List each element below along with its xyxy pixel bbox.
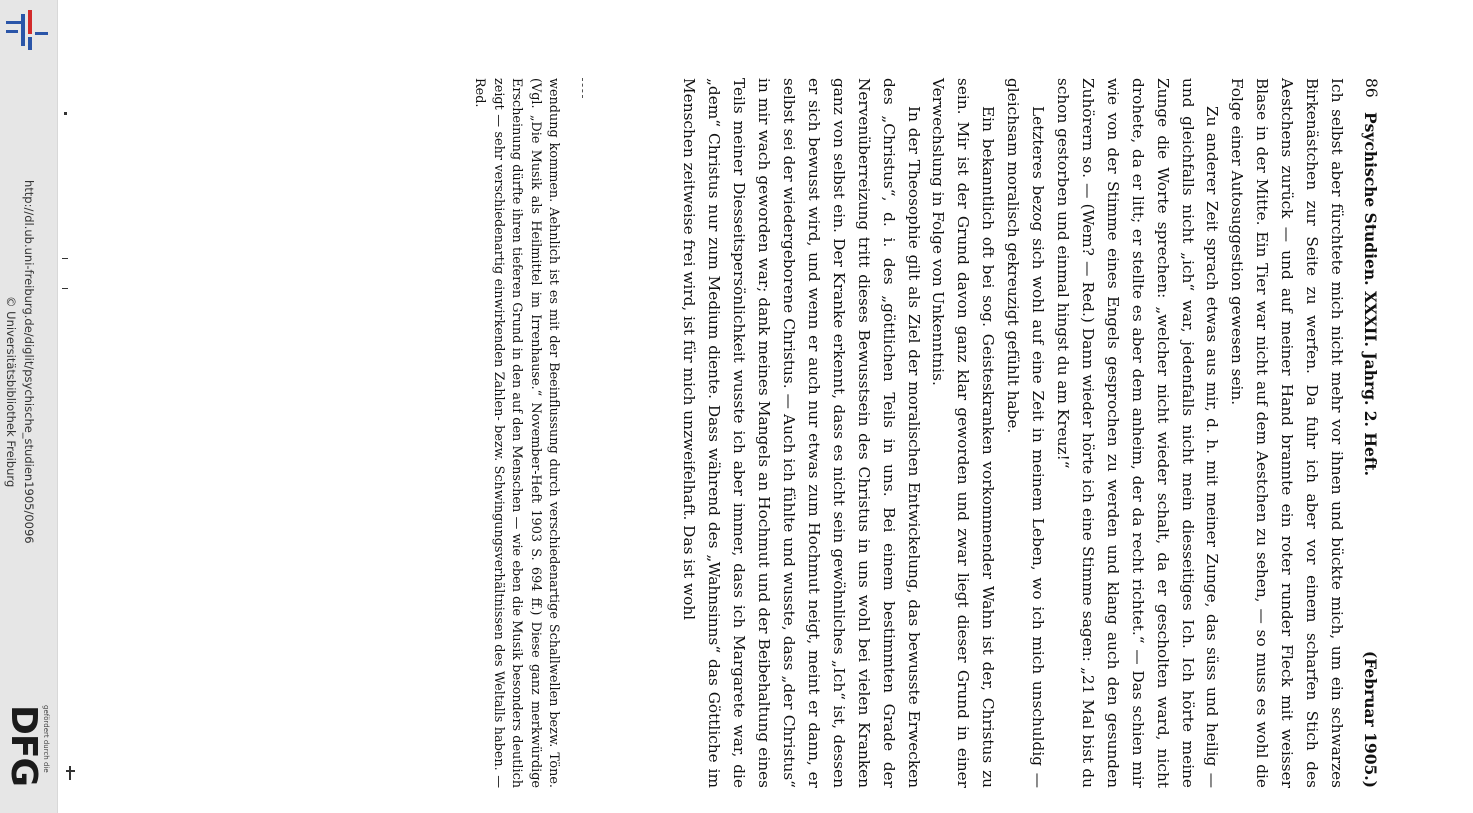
issue-date: (Februar 1905.) — [1361, 650, 1380, 788]
copyright-notice: © Universitätsbibliothek Freiburg — [4, 296, 18, 488]
paragraph: Zu anderer Zeit sprach etwas aus mir, d. h. mit meiner Zunge, das süss und heilig — und gleichfalls nicht „ich“ war, jedenfalls nicht mein diesseitiges Ich. Ich hörte meine Zunge die Worte sprechen: „welcher nicht wieder schalt, da er gescholten ward, nicht drohete, da er litt; er stellte es aber dem anheim, der da recht richtet.“ — Das schien mir wie von der Stimme eines Engels gesprochen zu werden und klang auch den gesunden Zuhörern so. — (Wem? — Red.) Dann wieder hörte ich eine Stimme sagen: „21 Mal bist du schon gestorben und einmal hingst du am Kreuz!“ — [1054, 78, 1222, 788]
running-header — [1356, 78, 1380, 788]
paragraph: In der Theosophie gilt als Ziel der moralischen Entwickelung, das bewusste Erwecken des „Christus“, d. i. des „göttlichen Teils in uns. Bei einem bestimmten Grade der Nervenüberreizung tritt dieses Bewusstsein des Christus in uns wohl bei vielen Kranken ganz von selbst ein. Der Kranke erkennt, dass es nicht sein gewöhnliches „Ich“ ist, dessen er sich bewusst wird, und wenn er auch nur etwas zum Hochmut neigt, meint er dann, er selbst sei der wiedergeborene Christus. — Auch ich fühlte und wusste, dass „der Christus“ in mir wach geworden war; dank meines Mangels an Hochmut und der Beibehaltung eines Teils meiner Diesseitspersönlichkeit wusste ich aber immer, dass ich Margarete war, die „dem“ Christus nur zum Medium diente. Dass während des „Wahnsinns“ das Göttliche im Menschen zeitweise frei wird, ist für mich unzweifelhaft. Das ist wohl — [680, 78, 923, 788]
paragraph: Ich selbst aber fürchtete mich nicht mehr vor ihnen und bückte mich, um ein schwarzes Birkenästchen zur Seite zu werfen. Da fuhr ich aber vor einem scharfen Stich des Aestchens zurück — und auf meiner Hand brannte ein roter runder Fleck mit weisser Blase in der Mitte. Ein Tier war nicht auf dem Aestchen zu sehen, — so muss es wohl die Folge einer Autosuggestion gewesen sein. — [1228, 78, 1346, 788]
paragraph: Letzteres bezog sich wohl auf eine Zeit in meinem Leben, wo ich mich unschuldig — gleichsam moralisch gekreuzigt gefühlt habe. — [1004, 78, 1048, 788]
viewer-sidebar — [0, 0, 58, 813]
scan-speck — [64, 112, 67, 115]
journal-title: Psychische Studien. XXXII. Jahrg. 2. Heft. — [1361, 112, 1380, 477]
scanned-page — [200, 78, 1380, 788]
scan-speck — [69, 766, 71, 780]
footnote-rule — [582, 78, 583, 98]
footnote-text: wendung kommen. Aehnlich ist es mit der Beeinflussung durch verschiedenartige Schallwellen bezw. Töne. (Vgl. „Die Musik als Heilmittel im Irrenhause.“ November-Heft 1903 S. 694 ff.) Diese ganz merkwürdige Erscheinung dürfte ihren tieferen Grund in den auf den Menschen — wie eben die Musik besonders deutlich zeigt — sehr verschiedenartig einwirkenden Zahlen- bezw. Schwingungsverhältnissen des Weltalls haben. — Red. — [472, 78, 561, 788]
main-text — [677, 78, 1349, 788]
ub-freiburg-logo-icon — [4, 10, 50, 50]
scan-speck — [62, 258, 68, 259]
page-number: 86 — [1362, 78, 1380, 98]
scan-speck — [62, 288, 68, 289]
dfg-logo-letters: DFG — [3, 705, 44, 787]
source-url[interactable]: http://dl.ub.uni-freiburg.de/diglit/psychische_studien1905/0096 — [22, 180, 36, 544]
dfg-funding-note: gefördert durch die — [42, 705, 50, 773]
footnote — [470, 78, 562, 788]
dfg-logo — [3, 705, 50, 805]
paragraph: Ein bekanntlich oft bei sog. Geisteskranken vorkommender Wahn ist der, Christus zu sein. Mir ist der Grund davon ganz klar geworden und zwar liegt dieser Grund in einer Verwechslung in Folge von Unkenntnis. — [929, 78, 998, 788]
